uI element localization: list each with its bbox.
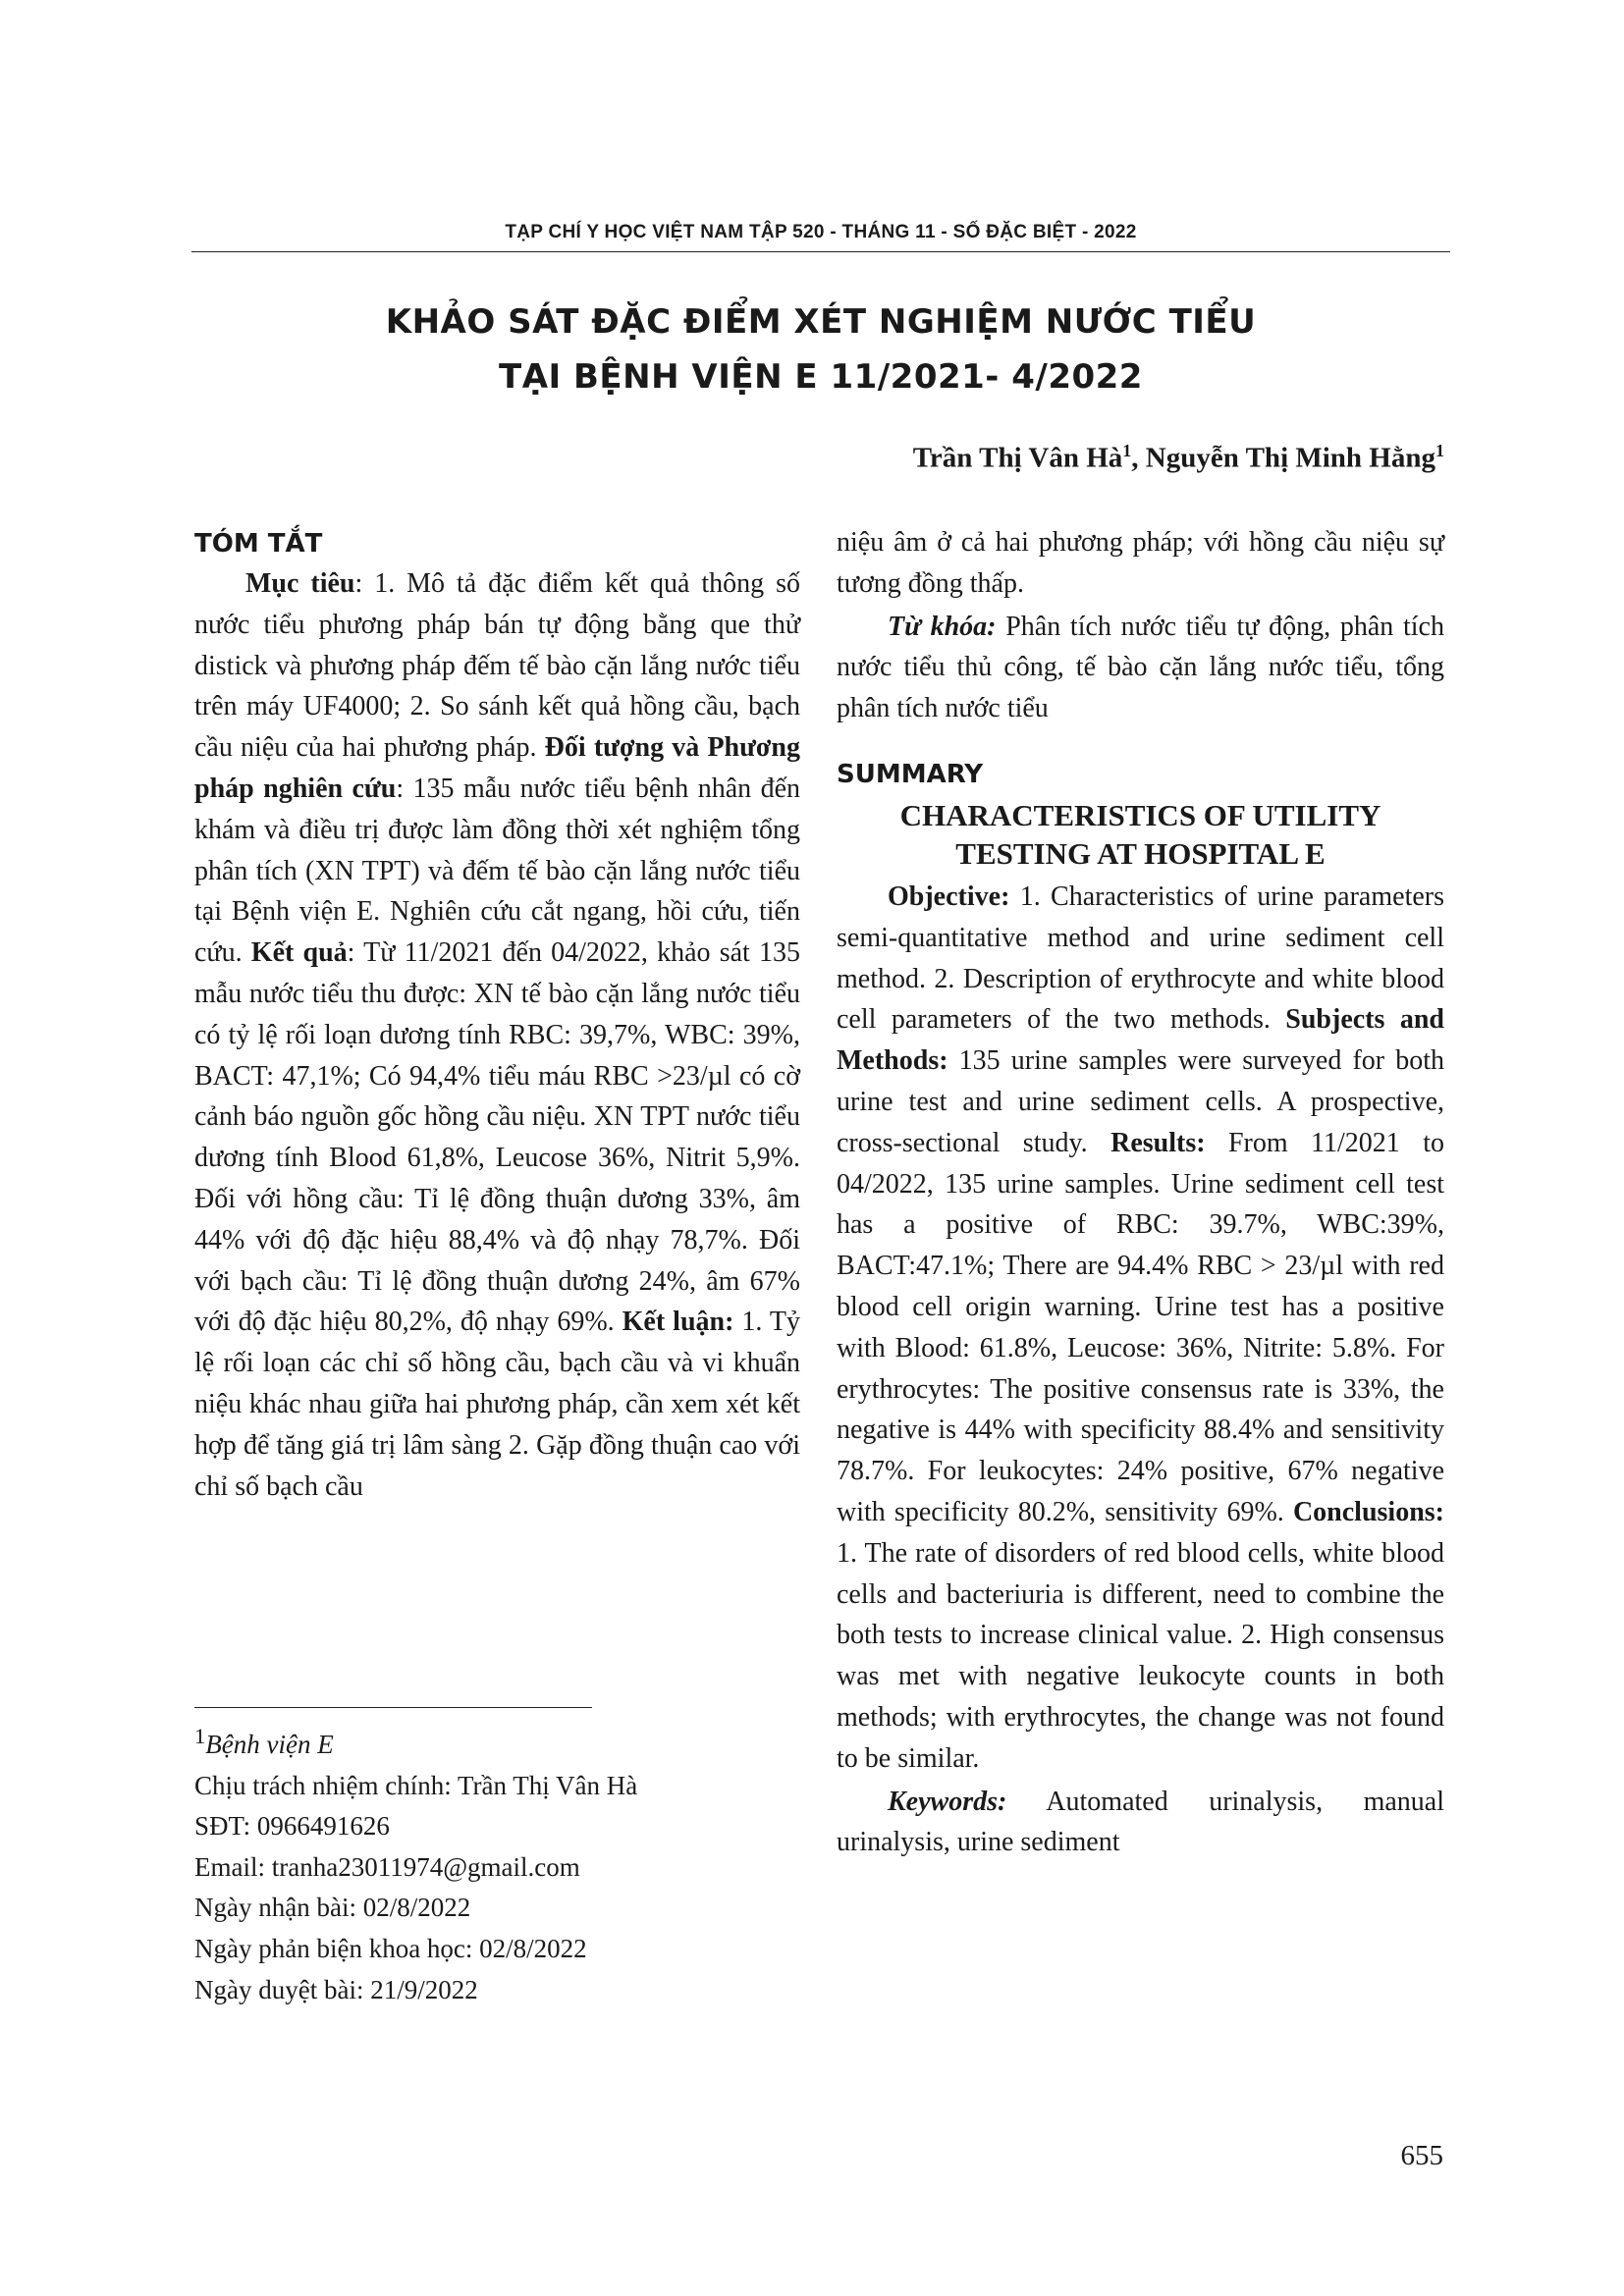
author-1-affil: 1 [1122,441,1132,460]
keywords-text: Automated urinalysis, manual urinalysis, urine sediment [837,1786,1444,1858]
summary-title-line-1: CHARACTERISTICS OF UTILITY [899,797,1381,832]
objective-label: Objective: [888,881,1010,912]
ketluan-label: Kết luận: [622,1307,734,1338]
footnote-rule [194,1707,592,1708]
footnote-approved: Ngày duyệt bài: 21/9/2022 [194,1974,478,2004]
header-rule [191,251,1450,252]
tukhoa-text: Phân tích nước tiểu tự động, phân tích nước tiểu thủ công, tế bào cặn lắng nước tiểu, tổng phân tích nước tiểu [837,611,1444,724]
title-line-2: TẠI BỆNH VIỆN E 11/2021- 4/2022 [499,357,1143,397]
footnote-phone: SĐT: 0966491626 [194,1811,390,1842]
muctieu-label: Mục tiêu [245,568,355,599]
footnote [194,1716,823,2010]
footnote-affil-text: Bệnh viện E [205,1730,334,1759]
results-label: Results: [1110,1127,1206,1158]
footnote-affil-sup: 1 [194,1724,206,1748]
tomtat-heading: TÓM TẮT [194,529,323,559]
author-2: Nguyễn Thị Minh Hằng [1145,442,1435,474]
results-text: From 11/2021 to 04/2022, 135 urine samples. Urine sediment cell test has a positive of RBC: 39.7%, WBC:39%, BACT:47.1%; There are 94.4% RBC > 23/µl with red blood cell origin warning. Urine test has a positive with Blood: 61.8%, Leucose: 36%, Nitrite: 5.8%. For erythrocytes: The positive consensus rate is 33%, the negative is 44% with specificity 88.4% and sensitivity 78.7%. For leukocytes: 24% positive, 67% negative with specificity 80.2%, sensitivity 69%. [837,1127,1444,1527]
summary-title-line-2: TESTING AT HOSPITAL E [955,835,1326,871]
tomtat-paragraph [194,563,800,1507]
summary-paragraph [837,877,1444,1780]
authors [687,441,1444,475]
footnote-responsible: Chịu trách nhiệm chính: Trần Thị Vân Hà [194,1770,638,1800]
ketqua-label: Kết quả [250,937,348,969]
ketqua-text: : Từ 11/2021 đến 04/2022, khảo sát 135 mẫu nước tiểu thu được: XN tế bào cặn lắng nước tiểu có tỷ lệ rối loạn dương tính RBC: 39,7%, WBC: 39%, BACT: 47,1%; Có 94,4% tiểu máu RBC >23/µl có cờ cảnh báo nguồn gốc hồng cầu niệu. XN TPT nước tiểu dương tính Blood 61,8%, Leucose 36%, Nitrit 5,9%. Đối với hồng cầu: Tỉ lệ đồng thuận dương 33%, âm 44% với độ đặc hiệu 88,4% và độ nhạy 78,7%. Đối với bạch cầu: Tỉ lệ đồng thuận dương 24%, âm 67% với độ đặc hiệu 80,2%, độ nhạy 69%. [194,937,801,1338]
tukhoa-paragraph [837,607,1444,729]
tomtat-continuation: niệu âm ở cả hai phương pháp; với hồng cầu niệu sự tương đồng thấp. [837,527,1444,599]
author-2-affil: 1 [1435,441,1444,460]
objective-text: 1. Characteristics of urine parameters semi-quantitative method and urine sediment cell method. 2. Description of erythrocyte and white blood cell parameters of the two methods. [837,881,1444,1036]
doituong-text: : 135 mẫu nước tiểu bệnh nhân đến khám và điều trị được làm đồng thời xét nghiệm tổng phân tích (XN TPT) và đếm tế bào cặn lắng nước tiểu tại Bệnh viện E. Nghiên cứu cắt ngang, hồi cứu, tiến cứu. [194,773,800,969]
doituong-label: Đối tượng và Phương pháp nghiên cứu [194,732,800,804]
keywords-paragraph [837,1782,1444,1864]
tukhoa-label: Từ khóa: [888,611,997,642]
muctieu-text: : 1. Mô tả đặc điểm kết quả thông số nước tiểu phương pháp bán tự động bằng que thử distick và phương pháp đếm tế bào cặn lắng nước tiểu trên máy UF4000; 2. So sánh kết quả hồng cầu, bạch cầu niệu của hai phương pháp. [194,568,800,764]
footnote-affiliation [194,1716,823,1766]
keywords-label: Keywords: [888,1786,1007,1817]
conclusions-label: Conclusions: [1292,1496,1444,1527]
title-line-1: KHẢO SÁT ĐẶC ĐIỂM XÉT NGHIỆM NƯỚC TIỂU [385,302,1257,342]
author-1: Trần Thị Vân Hà [912,442,1123,474]
summary-title [837,796,1444,873]
ketluan-text: 1. Tỷ lệ rối loạn các chỉ số hồng cầu, bạch cầu và vi khuẩn niệu khác nhau giữa hai phương pháp, cần xem xét kết hợp để tăng giá trị lâm sàng 2. Gặp đồng thuận cao với chỉ số bạch cầu [194,1307,800,1502]
footnote-reviewed: Ngày phản biện khoa học: 02/8/2022 [194,1933,587,1963]
subjects-text: 135 urine samples were surveyed for both urine test and urine sediment cells. A prospective, cross-sectional study. [837,1045,1444,1158]
author-separator: , [1131,442,1146,474]
article-title [191,294,1450,404]
page-number: 655 [1400,2140,1443,2171]
subjects-label: Subjects and Methods: [837,1004,1444,1077]
footnote-email: Email: tranha23011974@gmail.com [194,1851,580,1882]
summary-heading: SUMMARY [837,759,984,789]
conclusions-text: 1. The rate of disorders of red blood cells, white blood cells and bacteriuria is different, need to combine the both tests to increase clinical value. 2. High consensus was met with negative leukocyte counts in both methods; with erythrocytes, the change was not found to be similar. [837,1537,1444,1774]
right-column [837,522,1444,1863]
journal-header: TẠP CHÍ Y HỌC VIỆT NAM TẬP 520 - THÁNG 11 - SỐ ĐẶC BIỆT - 2022 [505,222,1137,242]
left-column [194,522,800,1507]
footnote-received: Ngày nhận bài: 02/8/2022 [194,1893,471,1923]
